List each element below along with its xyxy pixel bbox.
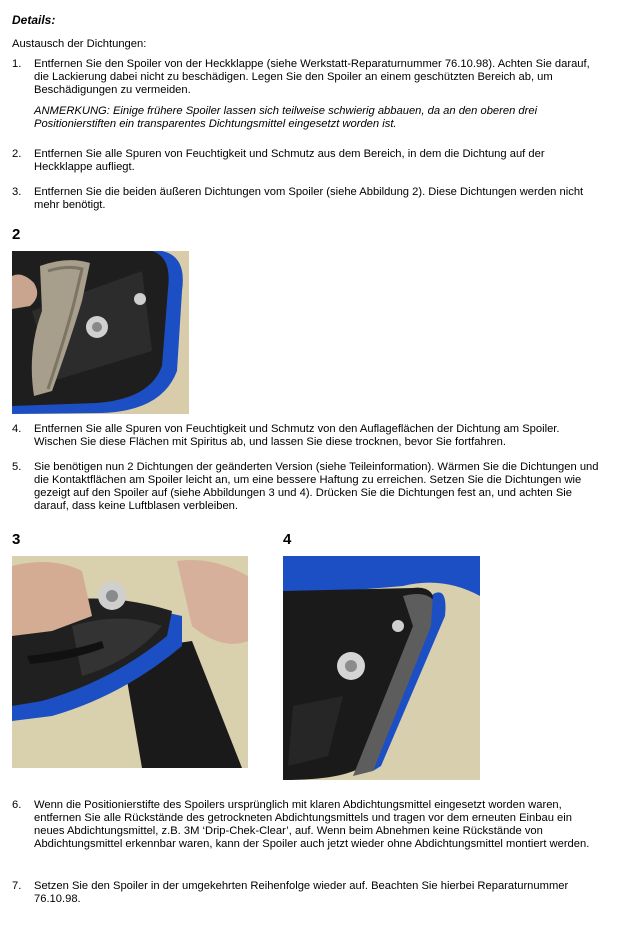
step-2	[12, 148, 602, 174]
step-text: Setzen Sie den Spoiler in der umgekehrten Reihenfolge wieder auf. Beachten Sie hierbei Reparaturnummer 76.10.98.	[34, 880, 569, 905]
step-3	[12, 186, 602, 212]
step-text: Entfernen Sie den Spoiler von der Heckklappe (siehe Werkstatt-Reparaturnummer 76.10.98). Achten Sie darauf, die Lackierung dabei nicht zu beschädigen. Legen Sie den Spoiler an einem geschützten Bereich ab, um Beschädigungen zu vermeiden.	[34, 58, 590, 96]
figure-3-label: 3	[12, 531, 21, 548]
figure-2-photo	[12, 251, 189, 414]
figure-4-photo	[283, 556, 480, 780]
step-number: 7.	[12, 880, 22, 892]
intro-text: Austausch der Dichtungen:	[12, 38, 147, 50]
step-5	[12, 461, 602, 513]
step-text: Entfernen Sie alle Spuren von Feuchtigkeit und Schmutz aus dem Bereich, in dem die Dichtung auf der Heckklappe aufliegt.	[34, 148, 545, 173]
step-text: Entfernen Sie die beiden äußeren Dichtungen vom Spoiler (siehe Abbildung 2). Diese Dichtungen werden nicht mehr benötigt.	[34, 186, 584, 211]
step-text: Entfernen Sie alle Spuren von Feuchtigkeit und Schmutz von den Auflageflächen der Dichtung am Spoiler. Wischen Sie diese Flächen mit Spiritus ab, und lassen Sie diese trocknen, bevor Sie fortfahren.	[34, 423, 560, 448]
figure-3-photo	[12, 556, 248, 768]
step-7	[12, 880, 602, 906]
step-number: 3.	[12, 186, 22, 198]
step-1	[12, 58, 602, 131]
step-6	[12, 799, 602, 851]
details-heading: Details:	[12, 13, 56, 27]
step-number: 4.	[12, 423, 22, 435]
step-text: Wenn die Positionierstifte des Spoilers ursprünglich mit klaren Abdichtungsmittel eingesetzt worden waren, entfernen Sie alle Rückstände des getrockneten Abdichtungsmittels und tragen vor dem erneuten Einbau ein neues Abdichtungsmittel, z.B. 3M ‘Drip-Chek-Clear’, auf. Wenn beim Abnehmen keine Rückstände von Abdichtungsmittel erkennbar waren, kann der Spoiler auch jetzt wieder ohne Abdichtungsmittel montiert werden.	[34, 799, 590, 850]
figure-4-label: 4	[283, 531, 292, 548]
step-4	[12, 423, 602, 449]
step-note: ANMERKUNG: Einige frühere Spoiler lassen sich teilweise schwierig abbauen, da an den oberen drei Positionierstiften ein transparentes Dichtungsmittel eingesetzt worden ist.	[34, 105, 538, 130]
figure-2-label: 2	[12, 226, 21, 243]
step-number: 1.	[12, 58, 22, 70]
step-number: 6.	[12, 799, 22, 811]
step-number: 2.	[12, 148, 22, 160]
step-number: 5.	[12, 461, 22, 473]
step-text: Sie benötigen nun 2 Dichtungen der geänderten Version (siehe Teileinformation). Wärmen Sie die Dichtungen und die Kontaktflächen am Spoiler leicht an, um eine bessere Haftung zu erreichen. Setzen Sie die Dichtungen wie gezeigt auf den Spoiler auf (siehe Abbildungen 3 und 4). Drücken Sie die Dichtungen fest an, und achten Sie darauf, dass keine Luftblasen verbleiben.	[34, 461, 599, 512]
